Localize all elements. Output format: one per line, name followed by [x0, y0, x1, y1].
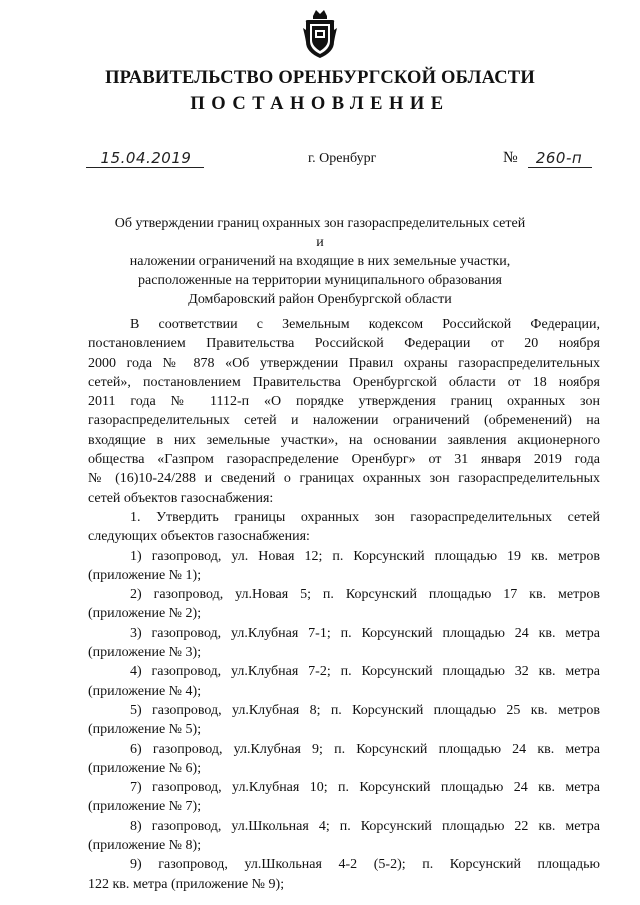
- list-item-continuation: (приложение № 6);: [88, 760, 202, 776]
- preamble-line: сетей объектов газоснабжения:: [88, 490, 274, 506]
- clause-1-line: 1. Утвердить границы охранных зон газораспределительных сетей: [130, 509, 600, 525]
- document-date: 15.04.2019: [100, 149, 192, 167]
- document-number: 260-п: [535, 149, 583, 167]
- subject-line: Об утверждении границ охранных зон газораспределительных сетей и: [114, 216, 526, 250]
- preamble-line: № (16)10-24/288 и сведений о границах охранных зон газораспределительных: [88, 471, 600, 487]
- subject-line: наложении ограничений на входящие в них земельные участки,: [129, 254, 511, 269]
- list-item-continuation: (приложение № 4);: [88, 683, 202, 699]
- number-sign: №: [503, 149, 518, 166]
- document-city: г. Оренбург: [308, 151, 377, 166]
- document-type-title: ПОСТАНОВЛЕНИЕ: [190, 94, 450, 114]
- list-item: 3) газопровод, ул.Клубная 7-1; п. Корсунский площадью 24 кв. метра: [130, 625, 600, 641]
- coat-of-arms-emblem: [303, 8, 337, 60]
- list-item: 7) газопровод, ул.Клубная 10; п. Корсунский площадью 24 кв. метра: [130, 780, 600, 796]
- preamble-line: сетей», постановлением Правительства Оренбургской области от 18 ноября: [88, 374, 600, 390]
- date-underline: [86, 167, 204, 168]
- document-body: [88, 315, 600, 894]
- list-item: 1) газопровод, ул. Новая 12; п. Корсунский площадью 19 кв. метров: [130, 548, 600, 564]
- document-subject: [110, 214, 530, 309]
- preamble-line: 2000 года № 878 «Об утверждении Правил охраны газораспределительных: [88, 355, 600, 371]
- preamble-line: постановлением Правительства Российской Федерации от 20 ноября: [88, 336, 600, 352]
- government-title: ПРАВИТЕЛЬСТВО ОРЕНБУРГСКОЙ ОБЛАСТИ: [105, 68, 535, 88]
- list-item-continuation: (приложение № 5);: [88, 722, 202, 738]
- list-item-continuation: (приложение № 1);: [88, 567, 202, 583]
- list-item: 6) газопровод, ул.Клубная 9; п. Корсунский площадью 24 кв. метра: [130, 741, 600, 757]
- preamble-line: 2011 года № 1112-п «О порядке утверждения границ охранных зон: [88, 394, 600, 410]
- list-item: 8) газопровод, ул.Школьная 4; п. Корсунский площадью 22 кв. метра: [130, 818, 600, 834]
- list-item: 4) газопровод, ул.Клубная 7-2; п. Корсунский площадью 32 кв. метра: [130, 664, 600, 680]
- clause-1-line: следующих объектов газоснабжения:: [88, 529, 310, 545]
- preamble-line: газораспределительных сетей и наложении ограничений (обременений) на: [88, 413, 600, 429]
- subject-line: Домбаровский район Оренбургской области: [188, 292, 452, 307]
- list-item-continuation: 122 кв. метра (приложение № 9);: [88, 876, 285, 892]
- subject-line: расположенные на территории муниципального образования: [138, 273, 502, 288]
- preamble-line: В соответствии с Земельным кодексом Российской Федерации,: [130, 317, 600, 332]
- list-item-continuation: (приложение № 7);: [88, 799, 202, 815]
- list-item-continuation: (приложение № 2);: [88, 606, 202, 622]
- preamble-line: общества «Газпром газораспределение Оренбург» от 31 января 2019 года: [88, 452, 600, 468]
- list-item-continuation: (приложение № 3);: [88, 645, 202, 661]
- list-item: 2) газопровод, ул.Новая 5; п. Корсунский площадью 17 кв. метров: [130, 587, 600, 603]
- list-item: 5) газопровод, ул.Клубная 8; п. Корсунский площадью 25 кв. метров: [130, 702, 600, 718]
- list-item-continuation: (приложение № 8);: [88, 838, 202, 854]
- number-underline: [528, 167, 592, 168]
- preamble-line: входящие в них земельные участки», на основании заявления акционерного: [88, 432, 600, 448]
- list-item: 9) газопровод, ул.Школьная 4-2 (5-2); п. Корсунский площадью: [130, 857, 600, 873]
